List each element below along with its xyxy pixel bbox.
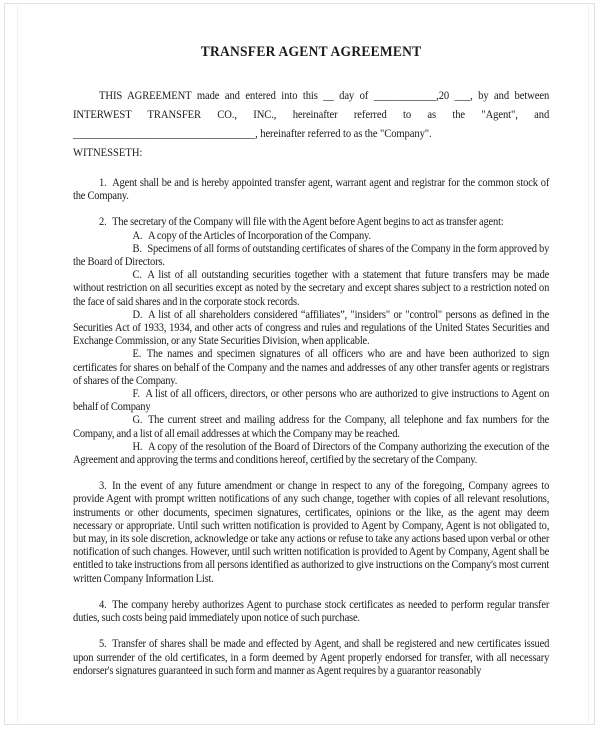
witnesseth-heading: WITNESSETH: <box>73 147 143 159</box>
document-content <box>73 44 549 691</box>
item-e-letter: E. <box>132 348 142 361</box>
opening-paragraph-line-1 <box>73 87 549 106</box>
item-c-text: A list of all outstanding securities together with a statement that future transfers may be made without restriction on all securities except as noted by the secretary and except shares subject to a restriction noted on the face of said shares and in the corporate stock records. <box>73 269 550 308</box>
section-1-text: Agent shall be and is hereby appointed transfer agent, warrant agent and registrar for the common stock of the Company. <box>73 177 550 203</box>
opening-line-3-text: , hereinafter referred to as the "Company". <box>255 128 432 140</box>
section-2-item-a <box>73 230 549 243</box>
item-g-letter: G. <box>132 414 143 427</box>
document-title: TRANSFER AGENT AGREEMENT <box>200 44 422 60</box>
section-2-item-d <box>73 309 549 349</box>
section-3-number: 3. <box>99 480 107 493</box>
item-d-text: A list of all shareholders considered “affiliates”, "insiders" or "control" persons as defined in the Securities Act of 1933, 1934, and other acts of congress and rules and regulations of the United States Securities and Exchange Commission, or any State Securities Division, when applicable. <box>73 308 550 348</box>
opening-paragraph-line-2 <box>73 106 549 125</box>
item-h-letter: H. <box>132 440 143 453</box>
item-c-letter: C. <box>132 269 142 282</box>
opening-line-1-text: THIS AGREEMENT made and entered into this __ day of ____________,20 ___, by and between <box>99 90 550 102</box>
section-4-paragraph <box>73 599 549 625</box>
section-2-item-e <box>73 348 549 388</box>
section-2-item-c <box>73 269 549 309</box>
item-d-letter: D. <box>132 308 143 321</box>
section-2-number: 2. <box>99 216 107 229</box>
section-2-block <box>73 216 549 467</box>
section-4-number: 4. <box>99 598 107 611</box>
section-2-item-b <box>73 243 549 269</box>
item-a-text: A copy of the Articles of Incorporation of the Company. <box>147 229 371 242</box>
item-h-text: A copy of the resolution of the Board of Directors of the Company authorizing the execution of the Agreement and approving the terms and conditions hereof, certified by the secretary of the Company. <box>73 440 550 467</box>
item-f-letter: F. <box>132 388 140 401</box>
agent-name-text: INTERWEST TRANSFER CO., INC., hereinafter referred to as the "Agent", and <box>73 109 550 121</box>
section-1-number: 1. <box>99 177 107 189</box>
section-5-paragraph <box>73 638 549 678</box>
section-5-number: 5. <box>99 638 107 651</box>
section-2-item-f <box>73 388 549 414</box>
section-3-text: In the event of any future amendment or change in respect to any of the foregoing, Company agrees to provide Agent with prompt written notifications of any such change, together with copies of all relevant resolutions, instruments or other documents, specimen signatures, certificates, opinions or the like, as the agent may deem necessary or appropriate. Until such written notification is provided to Agent by Company, Agent is not obligated to, but may, in its sole discretion, acknowledge or take any actions or refuse to take any actions based upon verbal or other notification of such changes. However, until such written notification is provided to Agent by Company, Agent shall be entitled to take instructions from all persons identified as authorized to give instructions on the Company's most current written Company Information List. <box>73 480 550 585</box>
section-2-item-h <box>73 441 549 467</box>
item-b-text: Specimens of all forms of outstanding certificates of shares of the Company in the form approved by the Board of Directors. <box>73 242 550 269</box>
section-2-item-g <box>73 414 549 440</box>
section-1-paragraph <box>73 177 549 203</box>
section-3-paragraph <box>73 480 549 586</box>
item-g-text: The current street and mailing address for the Company, all telephone and fax numbers for the Company, and a list of all email addresses at which the Company may be reached. <box>73 414 550 440</box>
section-2-text: The secretary of the Company will file with the Agent before Agent begins to act as transfer agent: <box>112 216 504 229</box>
page-edge-line-right <box>588 4 589 724</box>
item-a-letter: A. <box>132 229 143 242</box>
section-5-text: Transfer of shares shall be made and effected by Agent, and shall be registered and new certificates issued upon surrender of the old certificates, in a form deemed by Agent properly endorsed for transfer, with all necessary endorser's signatures guaranteed in such form and manner as Agent requires by a guarantor reasonably <box>73 638 550 677</box>
section-4-text: The company hereby authorizes Agent to purchase stock certificates as needed to perform regular transfer duties, such costs being paid immediately upon notice of such purchase. <box>73 598 550 625</box>
opening-paragraph-line-3 <box>73 125 549 144</box>
item-b-letter: B. <box>132 242 142 255</box>
document-page <box>4 3 595 725</box>
item-e-text: The names and specimen signatures of all officers who are and have been authorized to sign certificates for shares on behalf of the Company and the names and addresses of any other transfer agents or registrars of shares of the Company. <box>73 348 550 387</box>
company-name-blank: ___________________________________ <box>73 128 256 140</box>
page-edge-line-left <box>17 4 18 724</box>
item-f-text: A list of all officers, directors, or other persons who are authorized to give instructions to Agent on behalf of Company <box>73 388 550 414</box>
section-2-paragraph <box>73 216 549 229</box>
